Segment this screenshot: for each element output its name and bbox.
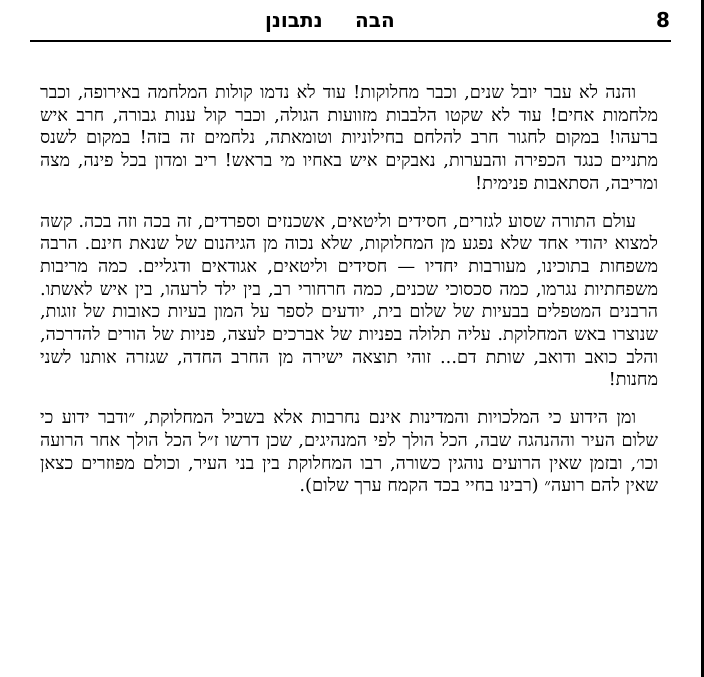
running-header (30, 8, 671, 40)
body-text (40, 82, 658, 513)
header-section-title: הבה (355, 8, 395, 32)
paragraph-1: והנה לא עבר יובל שנים, וכבר מחלוקות! עוד לא נדמו קולות המלחמה באירופה, וכבר מלחמות אחים! עוד לא שקטו הלבבות מזוועות הגולה, וכבר קול ענות גבורה, חרב איש ברעהו! במקום לחגור חרב להלחם בחילוניות וטומאתה, נלחמים זה בזה! במקום לשנס מתניים כנגד הכפירה והבערות, נאבקים איש באחיו מי בראש! ריב ומדון בכל פינה, מצה ומריבה, הסתאבות פנימית! (40, 82, 658, 194)
paragraph-2: עולם התורה שסוע לגזרים, חסידים וליטאים, אשכנזים וספרדים, זה בכה וזה בכה. קשה למצוא יהודי אחד שלא נפגע מן המחלוקות, שלא נכוה מן הגיהנום של שנאת חינם. הרבה משפחות בתוכינו, מעורבות יחדיו — חסידים וליטאים, אגודאים ודגליים. כמה מריבות משפחתיות נגרמו, כמה סכסוכי שכנים, כמה חרחורי רב, בין ילד לרעהו, בין איש לאשתו. הרבנים המטפלים בבעיות של שלום בית, יודעים לספר על המון בעיות כאובות של זוגות, שנוצרו באש המחלוקת. עליה תלולה בפניות של אברכים לעצה, פניות של הורים להדרכה, והלב כואב ודואב, שותת דם... זוהי תוצאה ישירה מן החרב החדה, שגזרה אותנו לשני מחנות! (40, 210, 658, 391)
paragraph-3: ומן הידוע כי המלכויות והמדינות אינם נחרבות אלא בשביל המחלוקת, ״ודבר ידוע כי שלום העיר וההנהגה שבה, הכל הולך לפי המנהיגים, שכן דרשו ז״ל הכל הולך אחר הרועה וכו׳, ובזמן שאין הרועים נוהגין כשורה, רבו המחלוקת בין בני העיר, וכולם מפוזרים כצאן שאין להם רועה״ (רבינו בחיי בכד הקמח ערך שלום). (40, 407, 658, 497)
header-rule (30, 40, 671, 42)
page-number: 8 (656, 8, 670, 32)
header-running-title: נתבונן (265, 8, 323, 32)
